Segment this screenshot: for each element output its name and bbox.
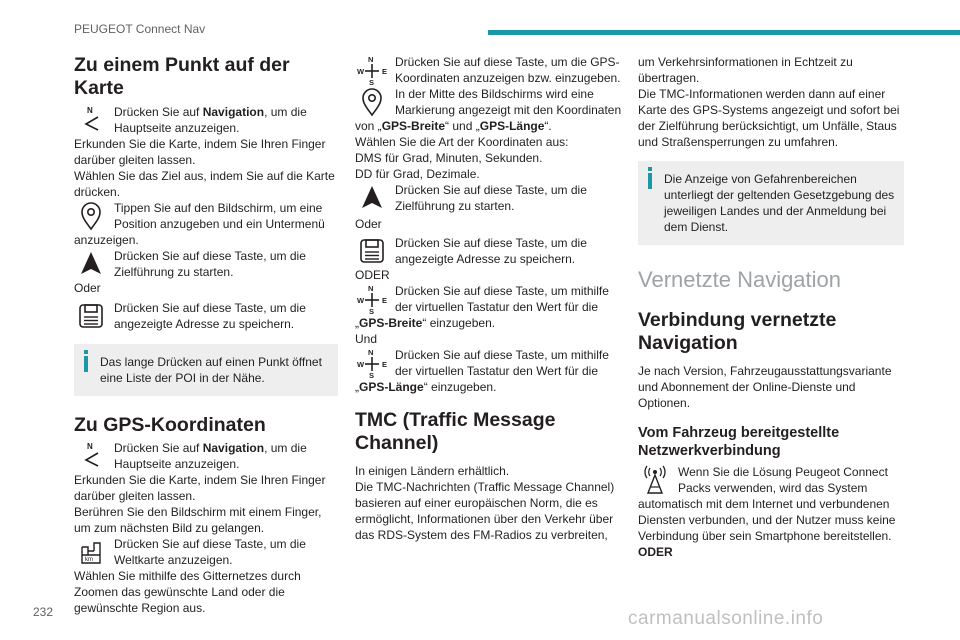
step-navigation: N Drücken Sie auf Navigation, um die Hauptseite anzuzeigen. xyxy=(74,104,338,136)
column-right xyxy=(638,54,904,560)
svg-text:N: N xyxy=(368,284,374,293)
step-weltkarte: km Drücken Sie auf diese Taste, um die Weltkarte anzuzeigen. xyxy=(74,536,338,568)
step-gps-laenge: N W E S Drücken Sie auf diese Taste, um mithilfe der virtuellen Tastatur den Wert für die „GPS-Länge“ einzugeben. xyxy=(355,348,609,394)
step-gps-navigation: N Drücken Sie auf Navigation, um die Hauptseite anzuzeigen. xyxy=(74,440,338,472)
text-tmc-laender: In einigen Ländern erhältlich. xyxy=(355,464,510,478)
heading-zu-einem-punkt: Zu einem Punkt auf der Karte xyxy=(74,54,290,99)
text-tmc-echtzeit: um Verkehrsinformationen in Echtzeit zu übertragen. xyxy=(638,55,853,85)
compass-coordinates-icon xyxy=(355,55,389,85)
heading-tmc: TMC (Traffic Message Channel) xyxy=(355,409,556,454)
info-note-poi: Das lange Drücken auf einen Punkt öffnet eine Liste der POI in der Nähe. xyxy=(74,344,338,396)
text-waehlen-ziel: Wählen Sie das Ziel aus, indem Sie auf die Karte drücken. xyxy=(74,169,335,199)
text-dms: DMS für Grad, Minuten, Sekunden. xyxy=(355,151,543,165)
world-map-icon xyxy=(74,537,108,567)
step-tippen: Tippen Sie auf den Bildschirm, um eine Position anzugeben und ein Untermenü anzuzeigen. xyxy=(74,201,325,247)
running-header: PEUGEOT Connect Nav xyxy=(74,22,206,36)
step-speichern: Drücken Sie auf diese Taste, um die angezeigte Adresse zu speichern. xyxy=(74,300,338,332)
text-tmc-karte: Die TMC-Informationen werden dann auf einer Karte des GPS-Systems angezeigt und sofort bei der Zielführung berücksichtigt, um Unfälle, Staus und Straßensperrungen zu umfahren. xyxy=(638,87,900,149)
svg-text:E: E xyxy=(382,360,388,369)
guidance-start-icon xyxy=(74,249,108,279)
info-note-gefahrenbereiche: Die Anzeige von Gefahrenbereichen unterliegt der geltenden Gesetzgebung des jeweiligen Landes und der Anmeldung bei dem Dienst. xyxy=(638,161,904,245)
svg-text:S: S xyxy=(369,78,375,85)
step-gps-breite: N W E S Drücken Sie auf diese Taste, um mithilfe der virtuellen Tastatur den Wert für die „GPS-Breite“ einzugeben. xyxy=(355,284,609,330)
step-gps-anzeigen: N W E S Drücken Sie auf diese Taste, um die GPS-Koordinaten anzuzeigen bzw. einzugeben. xyxy=(357,55,621,85)
save-icon xyxy=(74,301,108,331)
text-oder: Oder xyxy=(355,217,382,231)
guidance-start-icon xyxy=(355,183,389,213)
step-markierung: In der Mitte des Bildschirms wird eine Markierung angezeigt mit den Koordinaten von „GPS-Breite“ und „GPS-Länge“. xyxy=(355,87,622,133)
antenna-signal-icon xyxy=(638,465,672,495)
text-erkunden: Erkunden Sie die Karte, indem Sie Ihren Finger darüber gleiten lassen. xyxy=(74,137,326,167)
text-oder-caps: ODER xyxy=(638,545,673,559)
step-gps-speichern: Drücken Sie auf diese Taste, um die angezeigte Adresse zu speichern. xyxy=(355,235,623,267)
text-und: Und xyxy=(355,332,378,346)
text-oder: Oder xyxy=(74,281,101,295)
location-pin-icon xyxy=(355,87,389,117)
compass-coordinates-icon xyxy=(355,348,389,378)
step-gps-zielfuehrung: Drücken Sie auf diese Taste, um die Zielführung zu starten. xyxy=(355,182,623,214)
text-art-koordinaten: Wählen Sie die Art der Koordinaten aus: xyxy=(355,135,569,149)
heading-vernetzte-navigation: Vernetzte Navigation xyxy=(638,267,842,292)
header-accent-bar xyxy=(488,30,960,35)
info-icon xyxy=(648,173,652,189)
save-icon xyxy=(355,236,389,266)
watermark: carmanualsonline.info xyxy=(628,608,824,629)
text-dd: DD für Grad, Dezimale. xyxy=(355,167,480,181)
svg-text:E: E xyxy=(382,67,388,76)
heading-verbindung: Verbindung vernetzte Navigation xyxy=(638,309,837,354)
info-icon xyxy=(84,356,88,372)
svg-text:S: S xyxy=(369,371,375,378)
location-pin-icon xyxy=(74,201,108,231)
svg-text:E: E xyxy=(382,296,388,305)
column-middle xyxy=(355,54,623,543)
compass-coordinates-icon xyxy=(355,284,389,314)
step-zielfuehrung: Drücken Sie auf diese Taste, um die Zielführung zu starten. xyxy=(74,248,338,280)
svg-text:N: N xyxy=(368,348,374,357)
navigation-arrow-icon xyxy=(74,105,108,135)
text-gps-beruehren: Berühren Sie den Bildschirm mit einem Finger, um zum nächsten Bild zu gelangen. xyxy=(74,505,322,535)
column-left xyxy=(74,54,338,616)
page-number: 232 xyxy=(33,605,54,619)
text-tmc-norm: Die TMC-Nachrichten (Traffic Message Channel) basieren auf einer europäischen Norm, die es ermöglicht, Informationen über den Verkehr über das RDS-System des FM-Radios zu verbreiten, xyxy=(355,480,615,542)
text-oder-caps: ODER xyxy=(355,268,390,282)
svg-text:S: S xyxy=(369,307,375,314)
text-gps-erkunden: Erkunden Sie die Karte, indem Sie Ihren Finger darüber gleiten lassen. xyxy=(74,473,326,503)
navigation-arrow-icon xyxy=(74,441,108,471)
svg-text:W: W xyxy=(357,296,365,305)
step-connect-packs: Wenn Sie die Lösung Peugeot Connect Packs verwenden, wird das System automatisch mit dem Internet und verbundenen Diensten verbunden, und der Nutzer muss keine Verbindung über sein Smartphone bereitstellen. xyxy=(638,465,896,543)
svg-text:N: N xyxy=(87,106,93,115)
svg-text:km: km xyxy=(85,557,93,563)
svg-text:N: N xyxy=(87,442,93,451)
heading-gps-koordinaten: Zu GPS-Koordinaten xyxy=(74,414,266,436)
svg-text:W: W xyxy=(357,67,365,76)
svg-text:N: N xyxy=(368,55,374,64)
text-gitternetz: Wählen Sie mithilfe des Gitternetzes durch Zoomen das gewünschte Land oder die gewünschte Region aus. xyxy=(74,569,301,615)
heading-netzwerkverbindung: Vom Fahrzeug bereitgestellte Netzwerkverbindung xyxy=(638,425,840,459)
text-je-nach-version: Je nach Version, Fahrzeugausstattungsvariante und Abonnement der Online-Dienste und Optionen. xyxy=(638,364,892,410)
svg-text:W: W xyxy=(357,360,365,369)
